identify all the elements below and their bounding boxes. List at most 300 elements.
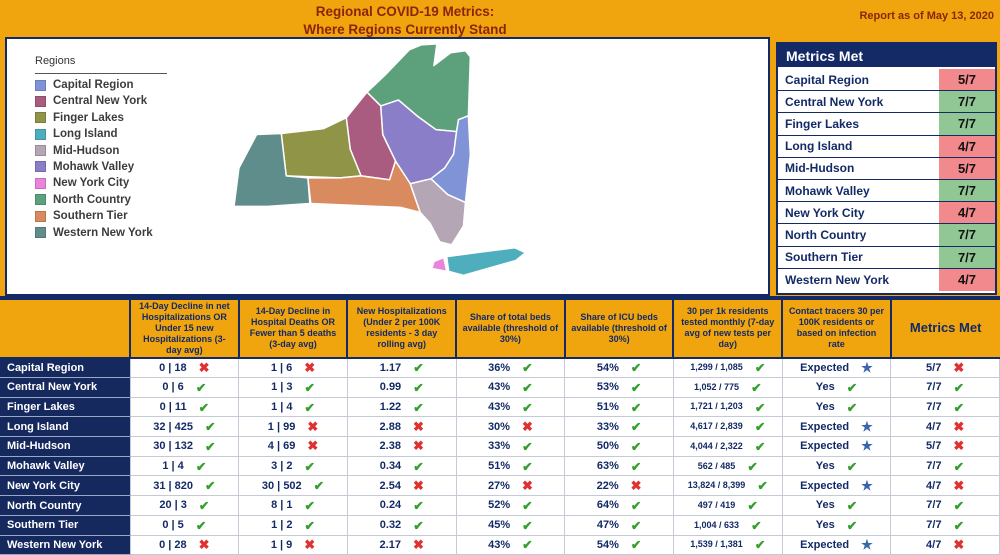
check-icon: ✔ xyxy=(953,400,965,415)
metric-value: 1 | 2 xyxy=(271,519,293,532)
metric-cell xyxy=(565,515,674,535)
metric-cell xyxy=(782,496,891,516)
check-icon: ✔ xyxy=(630,538,642,553)
x-icon: ✖ xyxy=(521,418,533,434)
table-row xyxy=(0,515,1000,535)
legend-item-finger-lakes[interactable] xyxy=(35,112,185,124)
metric-cell xyxy=(782,515,891,535)
metric-cell xyxy=(673,397,782,417)
metric-value: 1.22 xyxy=(379,400,402,413)
metric-value: Yes xyxy=(815,499,835,512)
legend-swatch xyxy=(35,178,46,189)
report-date: Report as of May 13, 2020 xyxy=(859,10,994,22)
metric-cell xyxy=(239,515,348,535)
metric-value: 43% xyxy=(488,400,511,413)
metric-value: 4/7 xyxy=(926,538,942,551)
legend-item-western-new-york[interactable] xyxy=(35,227,185,239)
metric-cell xyxy=(130,456,239,476)
metric-cell xyxy=(782,476,891,496)
metric-cell xyxy=(565,397,674,417)
metric-cell xyxy=(239,397,348,417)
metric-cell xyxy=(565,535,674,555)
metric-value: 1 | 99 xyxy=(267,420,296,433)
table-row xyxy=(0,496,1000,516)
column-header: Metrics Met xyxy=(891,300,1000,358)
check-icon: ✔ xyxy=(413,518,424,533)
map-region-long-island[interactable] xyxy=(447,248,526,276)
metrics-met-score: 7/7 xyxy=(937,247,995,268)
metric-cell xyxy=(891,535,1000,555)
metric-cell xyxy=(130,496,239,516)
metric-value: 1,539 / 1,381 xyxy=(690,539,743,550)
metric-cell xyxy=(673,515,782,535)
x-icon: ✖ xyxy=(307,418,319,434)
metric-cell xyxy=(347,378,456,398)
metric-cell xyxy=(130,358,239,378)
check-icon: ✔ xyxy=(630,420,642,435)
metric-cell xyxy=(130,515,239,535)
metric-value: 43% xyxy=(488,381,511,394)
metric-value: 1,052 / 775 xyxy=(694,381,740,392)
metric-value: 13,824 / 8,399 xyxy=(687,480,746,491)
metric-value: 5/7 xyxy=(926,361,942,374)
metric-value: 1 | 6 xyxy=(270,361,293,374)
metric-cell xyxy=(239,456,348,476)
legend-title: Regions xyxy=(35,55,167,74)
metric-value: 4 | 69 xyxy=(267,440,296,453)
check-icon: ✔ xyxy=(747,459,758,474)
x-icon: ✖ xyxy=(953,359,965,375)
legend-swatch xyxy=(35,80,46,91)
metrics-met-region: Southern Tier xyxy=(785,250,863,265)
metric-cell xyxy=(456,378,565,398)
metric-value: 1 | 9 xyxy=(270,538,293,551)
metric-cell xyxy=(673,437,782,457)
legend-item-central-new-york[interactable] xyxy=(35,95,185,107)
metrics-met-region: New York City xyxy=(785,205,865,220)
x-icon: ✖ xyxy=(198,359,210,375)
legend-swatch xyxy=(35,145,46,156)
metric-value: 4,044 / 2,322 xyxy=(690,440,743,451)
metric-cell xyxy=(891,358,1000,378)
check-icon: ✔ xyxy=(757,479,768,494)
metric-value: 31 | 820 xyxy=(153,479,193,492)
metric-value: 7/7 xyxy=(926,460,942,473)
page-title-line1: Regional COVID-19 Metrics: xyxy=(315,4,495,19)
metric-value: 1.17 xyxy=(379,361,402,374)
metric-value: 47% xyxy=(596,519,619,532)
metric-cell xyxy=(673,496,782,516)
metric-value: 54% xyxy=(596,361,619,374)
metrics-met-region: Finger Lakes xyxy=(785,116,860,131)
check-icon: ✔ xyxy=(304,400,315,415)
metric-cell xyxy=(673,476,782,496)
column-header: New Hospitalizations (Under 2 per 100K residents - 3 day rolling avg) xyxy=(347,300,456,358)
table-row xyxy=(0,476,1000,496)
legend-label: Central New York xyxy=(53,95,148,108)
metric-value: 30% xyxy=(487,420,510,433)
check-icon: ✔ xyxy=(522,400,533,415)
metric-cell xyxy=(347,417,456,437)
metric-cell xyxy=(347,535,456,555)
star-icon: ★ xyxy=(861,359,873,375)
metrics-met-row[interactable] xyxy=(778,269,995,291)
x-icon: ✖ xyxy=(953,438,965,454)
check-icon: ✔ xyxy=(195,518,207,533)
metric-value: 22% xyxy=(596,479,619,492)
metric-value: 30 | 502 xyxy=(261,479,302,492)
metrics-met-rows xyxy=(778,69,995,291)
legend-item-capital-region[interactable] xyxy=(35,79,185,91)
metric-cell xyxy=(782,417,891,437)
check-icon: ✔ xyxy=(953,518,965,533)
check-icon: ✔ xyxy=(846,499,858,513)
metric-value: 0.32 xyxy=(379,519,402,532)
metric-value: 4,617 / 2,839 xyxy=(690,421,743,432)
metrics-met-score: 7/7 xyxy=(937,224,995,245)
check-icon: ✔ xyxy=(198,400,210,415)
map-panel xyxy=(5,37,770,296)
check-icon: ✔ xyxy=(195,380,207,395)
legend-label: Mohawk Valley xyxy=(53,160,135,173)
column-header: 30 per 1k residents tested monthly (7-day avg of new tests per day) xyxy=(673,300,782,358)
metric-cell xyxy=(891,515,1000,535)
x-icon: ✖ xyxy=(304,359,316,375)
metric-value: 20 | 3 xyxy=(159,499,187,512)
metric-value: 7/7 xyxy=(926,381,942,394)
table-row xyxy=(0,535,1000,555)
row-region-label[interactable]: Mid-Hudson xyxy=(0,437,130,457)
metric-cell xyxy=(130,378,239,398)
metric-value: 1 | 3 xyxy=(271,381,293,394)
row-region-label[interactable]: Central New York xyxy=(0,378,130,398)
metric-value: 50% xyxy=(596,440,619,453)
table-row xyxy=(0,397,1000,417)
x-icon: ✖ xyxy=(198,536,210,552)
metric-value: 32 | 425 xyxy=(153,420,193,433)
page-title xyxy=(105,3,705,38)
x-icon: ✖ xyxy=(630,477,642,493)
metric-cell xyxy=(673,358,782,378)
table-corner-cell xyxy=(0,300,130,358)
check-icon: ✔ xyxy=(204,439,216,454)
metric-cell xyxy=(456,358,565,378)
check-icon: ✔ xyxy=(304,380,315,395)
check-icon: ✔ xyxy=(630,400,642,415)
metric-cell xyxy=(891,437,1000,457)
metric-cell xyxy=(347,496,456,516)
metric-value: 7/7 xyxy=(926,400,942,413)
legend-item-north-country[interactable] xyxy=(35,194,185,206)
metrics-met-score: 7/7 xyxy=(937,113,995,134)
metric-cell xyxy=(456,515,565,535)
check-icon: ✔ xyxy=(413,361,424,376)
metrics-met-region: Central New York xyxy=(785,94,884,109)
metric-value: 27% xyxy=(487,479,510,492)
x-icon: ✖ xyxy=(412,477,424,493)
x-icon: ✖ xyxy=(304,536,316,552)
check-icon: ✔ xyxy=(846,380,858,395)
metric-cell xyxy=(673,456,782,476)
metrics-met-region: Mid-Hudson xyxy=(785,161,855,176)
metrics-met-row[interactable] xyxy=(778,180,995,202)
x-icon: ✖ xyxy=(412,438,424,454)
row-region-label[interactable]: Western New York xyxy=(0,535,130,555)
legend-swatch xyxy=(35,161,46,172)
ny-state-map xyxy=(222,39,762,295)
check-icon: ✔ xyxy=(413,459,424,474)
metrics-met-score: 7/7 xyxy=(937,91,995,112)
check-icon: ✔ xyxy=(522,518,533,533)
metric-cell xyxy=(782,397,891,417)
row-region-label[interactable]: New York City xyxy=(0,476,130,496)
metric-cell xyxy=(456,535,565,555)
check-icon: ✔ xyxy=(204,420,216,435)
metric-value: Yes xyxy=(815,460,835,473)
legend-item-mid-hudson[interactable] xyxy=(35,145,185,157)
metric-cell xyxy=(239,496,348,516)
check-icon: ✔ xyxy=(630,439,642,454)
check-icon: ✔ xyxy=(304,459,315,474)
table-row xyxy=(0,456,1000,476)
metric-cell xyxy=(782,456,891,476)
metric-cell xyxy=(782,437,891,457)
metric-value: 562 / 485 xyxy=(697,460,736,471)
metric-value: 0 | 18 xyxy=(159,361,187,374)
metric-value: 4/7 xyxy=(926,479,942,492)
check-icon: ✔ xyxy=(754,538,766,553)
metric-value: Expected xyxy=(800,361,850,374)
metric-cell xyxy=(565,476,674,496)
row-region-label[interactable]: North Country xyxy=(0,496,130,516)
metric-value: Yes xyxy=(815,381,835,394)
check-icon: ✔ xyxy=(522,538,533,553)
check-icon: ✔ xyxy=(630,499,642,513)
metric-value: Yes xyxy=(815,519,835,532)
check-icon: ✔ xyxy=(413,499,424,513)
metric-value: 1 | 4 xyxy=(271,400,293,413)
check-icon: ✔ xyxy=(751,380,762,395)
check-icon: ✔ xyxy=(630,361,642,376)
row-region-label[interactable]: Mohawk Valley xyxy=(0,456,130,476)
metrics-met-score: 4/7 xyxy=(937,269,995,291)
check-icon: ✔ xyxy=(195,459,207,474)
check-icon: ✔ xyxy=(751,518,762,533)
metric-cell xyxy=(565,417,674,437)
metric-cell xyxy=(782,535,891,555)
map-region-new-york-city[interactable] xyxy=(432,258,447,272)
check-icon: ✔ xyxy=(630,380,642,395)
legend-label: New York City xyxy=(53,177,130,190)
metric-value: 0.24 xyxy=(379,499,402,512)
metric-cell xyxy=(456,397,565,417)
check-icon: ✔ xyxy=(754,439,766,454)
metric-cell xyxy=(673,378,782,398)
metric-value: 45% xyxy=(488,519,511,532)
check-icon: ✔ xyxy=(630,459,642,474)
metrics-met-row[interactable] xyxy=(778,202,995,224)
metric-cell xyxy=(347,456,456,476)
check-icon: ✔ xyxy=(846,518,858,533)
metric-cell xyxy=(565,496,674,516)
metrics-met-row[interactable] xyxy=(778,247,995,269)
title-bar xyxy=(0,0,1000,37)
metric-value: 0 | 5 xyxy=(162,519,184,532)
metric-value: 5/7 xyxy=(926,440,942,453)
check-icon: ✔ xyxy=(313,479,325,494)
legend-swatch xyxy=(35,96,46,107)
metric-value: 0 | 11 xyxy=(159,400,187,413)
metric-value: 33% xyxy=(596,420,619,433)
metric-value: Expected xyxy=(800,538,850,551)
legend-item-long-island[interactable] xyxy=(35,128,185,140)
x-icon: ✖ xyxy=(953,477,965,493)
metric-cell xyxy=(673,535,782,555)
metric-value: 51% xyxy=(488,460,511,473)
metric-cell xyxy=(565,378,674,398)
metric-value: 53% xyxy=(596,381,619,394)
check-icon: ✔ xyxy=(630,518,642,533)
table-row xyxy=(0,417,1000,437)
metrics-met-region: Mohawk Valley xyxy=(785,183,870,198)
legend-item-mohawk-valley[interactable] xyxy=(35,161,185,173)
metrics-met-row[interactable] xyxy=(778,136,995,158)
metric-cell xyxy=(130,397,239,417)
check-icon: ✔ xyxy=(754,361,766,376)
metric-cell xyxy=(130,476,239,496)
metric-cell xyxy=(565,437,674,457)
metric-value: Expected xyxy=(800,440,850,453)
check-icon: ✔ xyxy=(413,380,424,395)
legend-item-new-york-city[interactable] xyxy=(35,177,185,189)
metric-cell xyxy=(239,417,348,437)
metrics-met-row[interactable] xyxy=(778,91,995,113)
x-icon: ✖ xyxy=(412,418,424,434)
metrics-met-score: 5/7 xyxy=(937,158,995,179)
metric-value: 0.99 xyxy=(379,381,402,394)
metric-value: 63% xyxy=(596,460,619,473)
metrics-met-panel-title: Metrics Met xyxy=(778,44,995,69)
regions-legend xyxy=(35,55,185,239)
check-icon: ✔ xyxy=(747,499,758,513)
metric-value: 1 | 4 xyxy=(162,460,184,473)
x-icon: ✖ xyxy=(953,536,965,552)
star-icon: ★ xyxy=(861,536,873,552)
metric-cell xyxy=(456,476,565,496)
row-region-label[interactable]: Finger Lakes xyxy=(0,397,130,417)
row-region-label[interactable]: Southern Tier xyxy=(0,515,130,535)
metric-value: 0 | 28 xyxy=(159,538,187,551)
table-row xyxy=(0,378,1000,398)
table-row xyxy=(0,358,1000,378)
metric-value: 43% xyxy=(488,538,511,551)
legend-label: Mid-Hudson xyxy=(53,144,120,157)
metrics-met-row[interactable] xyxy=(778,224,995,246)
metric-value: 8 | 1 xyxy=(271,499,293,512)
metric-value: 51% xyxy=(596,400,619,413)
metric-value: 52% xyxy=(488,499,511,512)
metric-value: 64% xyxy=(596,499,619,512)
metric-value: 3 | 2 xyxy=(271,460,293,473)
column-header: Share of total beds available (threshold of 30%) xyxy=(456,300,565,358)
metric-value: 54% xyxy=(596,538,619,551)
legend-label: Finger Lakes xyxy=(53,111,124,124)
metric-cell xyxy=(130,437,239,457)
metric-cell xyxy=(673,417,782,437)
check-icon: ✔ xyxy=(953,499,965,513)
metrics-met-row[interactable] xyxy=(778,158,995,180)
check-icon: ✔ xyxy=(522,459,533,474)
metric-cell xyxy=(891,456,1000,476)
legend-swatch xyxy=(35,112,46,123)
metric-value: 30 | 132 xyxy=(153,440,193,453)
row-region-label[interactable]: Long Island xyxy=(0,417,130,437)
legend-swatch xyxy=(35,211,46,222)
metric-cell xyxy=(565,456,674,476)
metric-cell xyxy=(891,378,1000,398)
metric-cell xyxy=(347,515,456,535)
table-row xyxy=(0,437,1000,457)
metric-value: 7/7 xyxy=(926,499,942,512)
row-region-label[interactable]: Capital Region xyxy=(0,358,130,378)
metric-value: Expected xyxy=(800,420,850,433)
legend-item-southern-tier[interactable] xyxy=(35,210,185,222)
legend-swatch xyxy=(35,227,46,238)
legend-label: Capital Region xyxy=(53,79,134,91)
table-header-row xyxy=(0,300,1000,358)
metric-value: 0.34 xyxy=(379,460,402,473)
check-icon: ✔ xyxy=(846,459,858,474)
legend-label: Western New York xyxy=(53,226,153,239)
x-icon: ✖ xyxy=(521,477,533,493)
metric-cell xyxy=(456,496,565,516)
metric-value: Expected xyxy=(800,479,850,492)
metrics-met-row[interactable] xyxy=(778,69,995,91)
metrics-met-panel xyxy=(776,42,997,295)
check-icon: ✔ xyxy=(198,499,210,513)
check-icon: ✔ xyxy=(953,380,965,395)
star-icon: ★ xyxy=(861,477,873,493)
column-header: Contact tracers 30 per 100K residents or based on infection rate xyxy=(782,300,891,358)
x-icon: ✖ xyxy=(412,536,424,552)
metric-cell xyxy=(891,496,1000,516)
check-icon: ✔ xyxy=(413,400,424,415)
column-header: 14-Day Decline in Hospital Deaths OR Fewer than 5 deaths (3-day avg) xyxy=(239,300,348,358)
legend-label: Southern Tier xyxy=(53,210,128,223)
metric-value: 1,004 / 633 xyxy=(694,519,740,530)
check-icon: ✔ xyxy=(846,400,858,415)
legend-swatch xyxy=(35,194,46,205)
legend-label: Long Island xyxy=(53,128,118,141)
metrics-met-score: 4/7 xyxy=(937,136,995,157)
metric-cell xyxy=(347,476,456,496)
metrics-table-body xyxy=(0,358,1000,555)
check-icon: ✔ xyxy=(522,499,533,513)
metric-cell xyxy=(347,358,456,378)
metric-value: 4/7 xyxy=(926,420,942,433)
metric-cell xyxy=(456,417,565,437)
metrics-met-region: Long Island xyxy=(785,139,853,154)
metric-value: Yes xyxy=(815,400,835,413)
metric-cell xyxy=(239,476,348,496)
metrics-table xyxy=(0,300,1000,555)
metrics-met-row[interactable] xyxy=(778,113,995,135)
metric-cell xyxy=(565,358,674,378)
check-icon: ✔ xyxy=(304,518,315,533)
star-icon: ★ xyxy=(861,438,873,454)
metrics-met-score: 5/7 xyxy=(937,69,995,90)
column-header: 14-Day Decline in net Hospitalizations OR Under 15 new Hospitalizations (3-day avg) xyxy=(130,300,239,358)
